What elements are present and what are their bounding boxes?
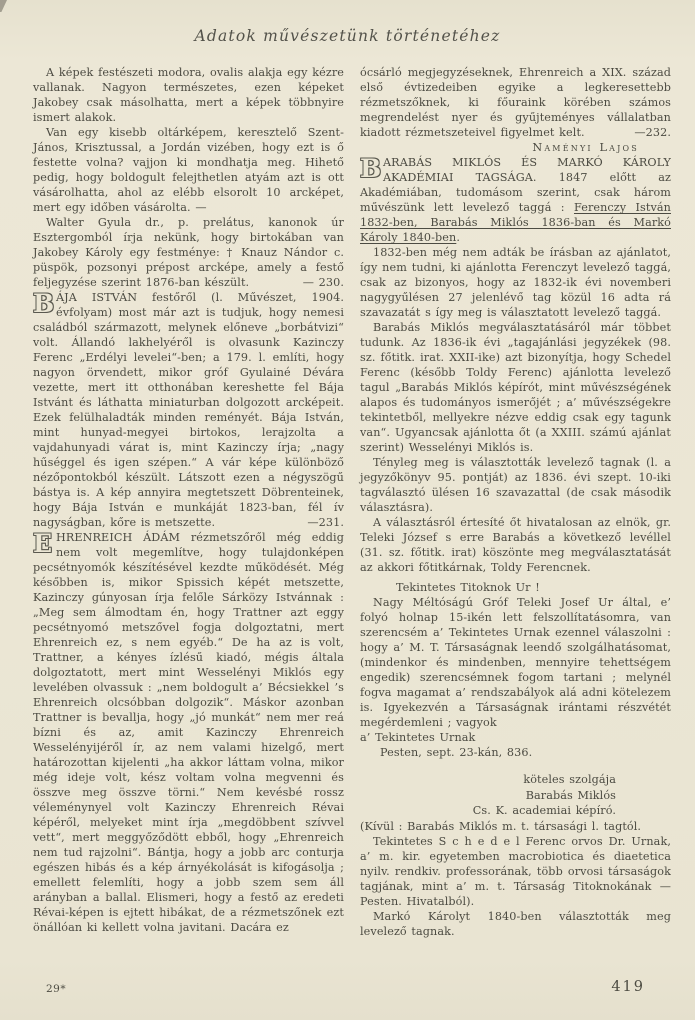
item-reference-231: —231. xyxy=(307,516,344,529)
underlined-names: Ferenczy István 1832-ben, Barabás Miklós 1836-ban és Markó Károly 1840-ben xyxy=(360,201,671,244)
paragraph-kivul: (Kívül : Barabás Miklós m. t. társasági l. tagtól. xyxy=(360,819,642,833)
paragraph-tenyleg: Tényleg meg is választották levelező tagnak (l. a jegyzőkönyv 95. pontját) az 1836. évi szept. 10-iki tagválasztó ülésen 16 szavazattal (de csak második választásra). xyxy=(360,456,671,514)
page-number: 419 xyxy=(611,979,645,995)
two-column-layout xyxy=(0,45,695,939)
letter-signature-block xyxy=(360,772,671,819)
paragraph-continuation xyxy=(360,65,671,140)
letter-signer: Barabás Miklós xyxy=(525,788,616,802)
letter-salutation: Tekintetes Titoknok Ur ! xyxy=(396,581,540,594)
article-ehrenreich-adam xyxy=(33,530,344,935)
paragraph-valasztas: A választásról értesíté őt hivatalosan az elnök, gr. Teleki József s erre Barabás a következő levéllel (31. sz. főtitk. irat) köszönte meg megválasztatását az akkori főtitkárnak, Toldy Ferencnek. xyxy=(360,516,671,574)
paragraph-continuation-text: ócsárló megjegyzéseknek, Ehrenreich a XIX. század első évtizedeiben egyike a legkeresettebb rézmetszőknek, ki főuraink körében számos megrendelést nyer és gyűjteményes vállalatban kiadott rézmetszeteivel figyelmet kelt. xyxy=(360,66,671,139)
paragraph-walter xyxy=(33,215,344,290)
paragraph-intro-2: Van egy kisebb oltárképem, keresztelő Szent-János, Krisztussal, a Jordán vizében, hogy ezt is ő festette volna? vajjon ki mondhatja meg. Hihető pedig, hogy boldogult felejthetlen atyám azt is ott vásárolhatta, ahol az elébb elsorolt 10 arcképet, mert egy időben vásárolta. — xyxy=(33,126,344,214)
letter-addressee: a’ Tekintetes Urnak xyxy=(360,731,476,744)
letter-body: Nagy Méltóságú Gróf Teleki Josef Ur által, e’ folyó holnap 15-ikén lett felszollítatásomra, van szerencsém a’ Tekintetes Urnak ezennel válaszolni : hogy a’ M. T. Társaságnak leendő szolgálhatásomat, (mindenkor és mindenben, mennyire tehettségem engedik) szerencsémnek fogom tartani ; melynél fogva magamat a’ rendszabályok alá adni kötelezem is. Igyekezvén a Társaságnak irántami részvétét megérdemleni ; vagyok xyxy=(360,596,671,729)
letter-closing: köteles szolgája xyxy=(523,773,616,786)
drop-cap-initial: B xyxy=(360,154,382,183)
item-reference-230: — 230. xyxy=(302,276,344,289)
article-barabas-lead: ARABÁS MIKLÓS ÉS MARKÓ KÁROLY AKADÉMIAI TAGSÁGA. 1847 előtt az Akadémiában, tudomásom szerint, csak három művészünk lett levelező taggá : xyxy=(360,156,671,214)
drop-cap-initial: B xyxy=(33,289,55,318)
article-barabas-marko xyxy=(360,155,671,245)
item-reference-232: —232. xyxy=(634,126,671,139)
letter-dateline: Pesten, sept. 23-kán, 836. xyxy=(380,746,533,759)
article-baja-istvan xyxy=(33,290,344,530)
running-header: Adatok művészetünk történetéhez xyxy=(194,27,501,45)
printer-signature-mark: 29* xyxy=(46,983,67,995)
paragraph-tekintetes-schedel: Tekintetes S c h e d e l Ferenc orvos Dr. Urnak, a’ m. kir. egyetemben macrobiotica és diaetetica nyilv. rendkiv. professorának, több orvosi társaságok tagjának, mint a’ m. t. Társaság Titoknokának — Pesten. Hivatalból). xyxy=(360,834,671,908)
paragraph-1832: 1832-ben még nem adták be írásban az ajánlatot, így nem tudni, ki ajánlotta Ferenczyt levelező taggá, csak az bizonyos, hogy az 1832-ik évi novemberi nagygyűlésen 27 jelenlévő tag közül 16 adta rá szavazatát s így meg is választatott levelező taggá. xyxy=(360,246,671,319)
paragraph-marko: Markó Károlyt 1840-ben választották meg levelező tagnak. xyxy=(360,909,671,938)
left-column xyxy=(33,65,344,939)
right-column xyxy=(360,65,671,939)
article-baja-text: ÁJA ISTVÁN festőről (l. Művészet, 1904. évfolyam) most már azt is tudjuk, hogy nemesi családból származott, melynek előneve „borbátvizi“ volt. Állandó lakhelyéről is olvasunk Kazinczy Ferenc „Erdélyi levelei“-ben; a 179. l. említi, hogy nagyon örvendett, mikor gróf Gyulainé Dévára vezette, mert itt otthonában kereshette fel Bája Istvánt és láthatta miniaturban dolgozott arcképeit. Ezek felülhaladták minden reményét. Bája István, mint hunyad-megyei birtokos, lerajzolta a vajdahunyadi várat is, mint Kazinczy írja; „nagy hűséggel és igen szépen.“ A vár képe különböző nézőpontokból készült. Látszott ezen a négyszögű bástya is. A kép annyira megtetszett Döbrenteinek, hogy Bája István e munkáját 1823-ban, fél ív nagyságban, kőre is metszette. xyxy=(33,291,344,529)
author-signature: Naményi Lajos xyxy=(532,141,639,154)
paragraph-intro-1: A képek festészeti modora, ovalis alakja egy kézre vallanak. Nagyon természetes, ezen képeket Jakobey csak másolhatta, mert a képek többnyire ismert alakok. xyxy=(33,66,344,124)
paragraph-walter-text: Walter Gyula dr., p. prelátus, kanonok úr Esztergomból írja nekünk, hogy birtokában van Jakobey Károly egy festménye: † Knauz Nándor c. püspök, pozsonyi prépost arcképe, amely a festő feljegyzése szerint 1876-ban készült. xyxy=(33,216,344,289)
letter-signer-title: Cs. K. academiai képíró. xyxy=(472,804,616,817)
paragraph-barabas-election: Barabás Miklós megválasztatásáról már többet tudunk. Az 1836-ik évi „tagajánlási jegyzékek (98. sz. főtitk. irat. XXII-ike) azt bizonyítja, hogy Schedel Ferenc (később Toldy Ferenc) ajánlotta levelező tagul „Barabás Miklós képírót, mint művészségének alapos és tudományos ismerőjét ; a’ művészségekre tekintetből, mellyekre nézve eddig csak egy tagunk van“. Ugyancsak ajánlotta őt (a XXIII. számú ajánlat szerint) Wesselényi Miklós is. xyxy=(360,321,671,454)
article-ehrenreich-text: HRENREICH ÁDÁM rézmetszőről még eddig nem volt megemlítve, hogy tulajdonképen pecsétnyomók készítésével kezdte működését. Még későbben is, mikor Spissich képét metszette, Kazinczy gúnyosan írja felőle Sárközy Istvánnak : „Meg sem álmodtam én, hogy Trattner azt eggy pecsétnyomó metszővel fogja dolgoztatni, mert Ehrenreich ez, s nem egyéb.“ De ha az is volt, Trattner, a kényes ízlésű kiadó, mégis általa dolgoztatott, mert mint Wesselényi Miklós egy levelében olvassuk : „nem boldogult a’ Bécsiekkel ’s Ehrenreich olcsóbban dolgozik“. Máskor azonban Trattner is bevallja, hogy „jó munkát“ nem mer reá bízni és az, amit Kazinczy Ehrenreich Wesselényijéről ír, az nem valami hizelgő, mert határozottan kijelenti „ha akkor láttam volna, mikor még ideje volt, kész voltam volna megvenni és összve meg összve törni.“ Nem kevésbé rossz véleménynyel volt Kazinczy Ehrenreich Révai képéről, melyeket mint írja „megdöbbent szívvel vett“, mert meggyőződött ebből, hogy „Ehrenreich nem tud rajzolni“. Bántja, hogy a jobb arc conturja egészen hibás és a kép árnyékolását is kifogásolja ; emellett felemlíti, hogy a jobb szem sem áll arányban a ballal. Elismeri, hogy a festő az eredeti Révai-képen is ejtett hibákat, de a rézmetszőnek ezt önállóan ki kellett volna javitani. Dacára ez xyxy=(33,531,344,934)
article-barabas-lead-end: . xyxy=(456,231,460,244)
drop-cap-initial: E xyxy=(33,529,53,558)
